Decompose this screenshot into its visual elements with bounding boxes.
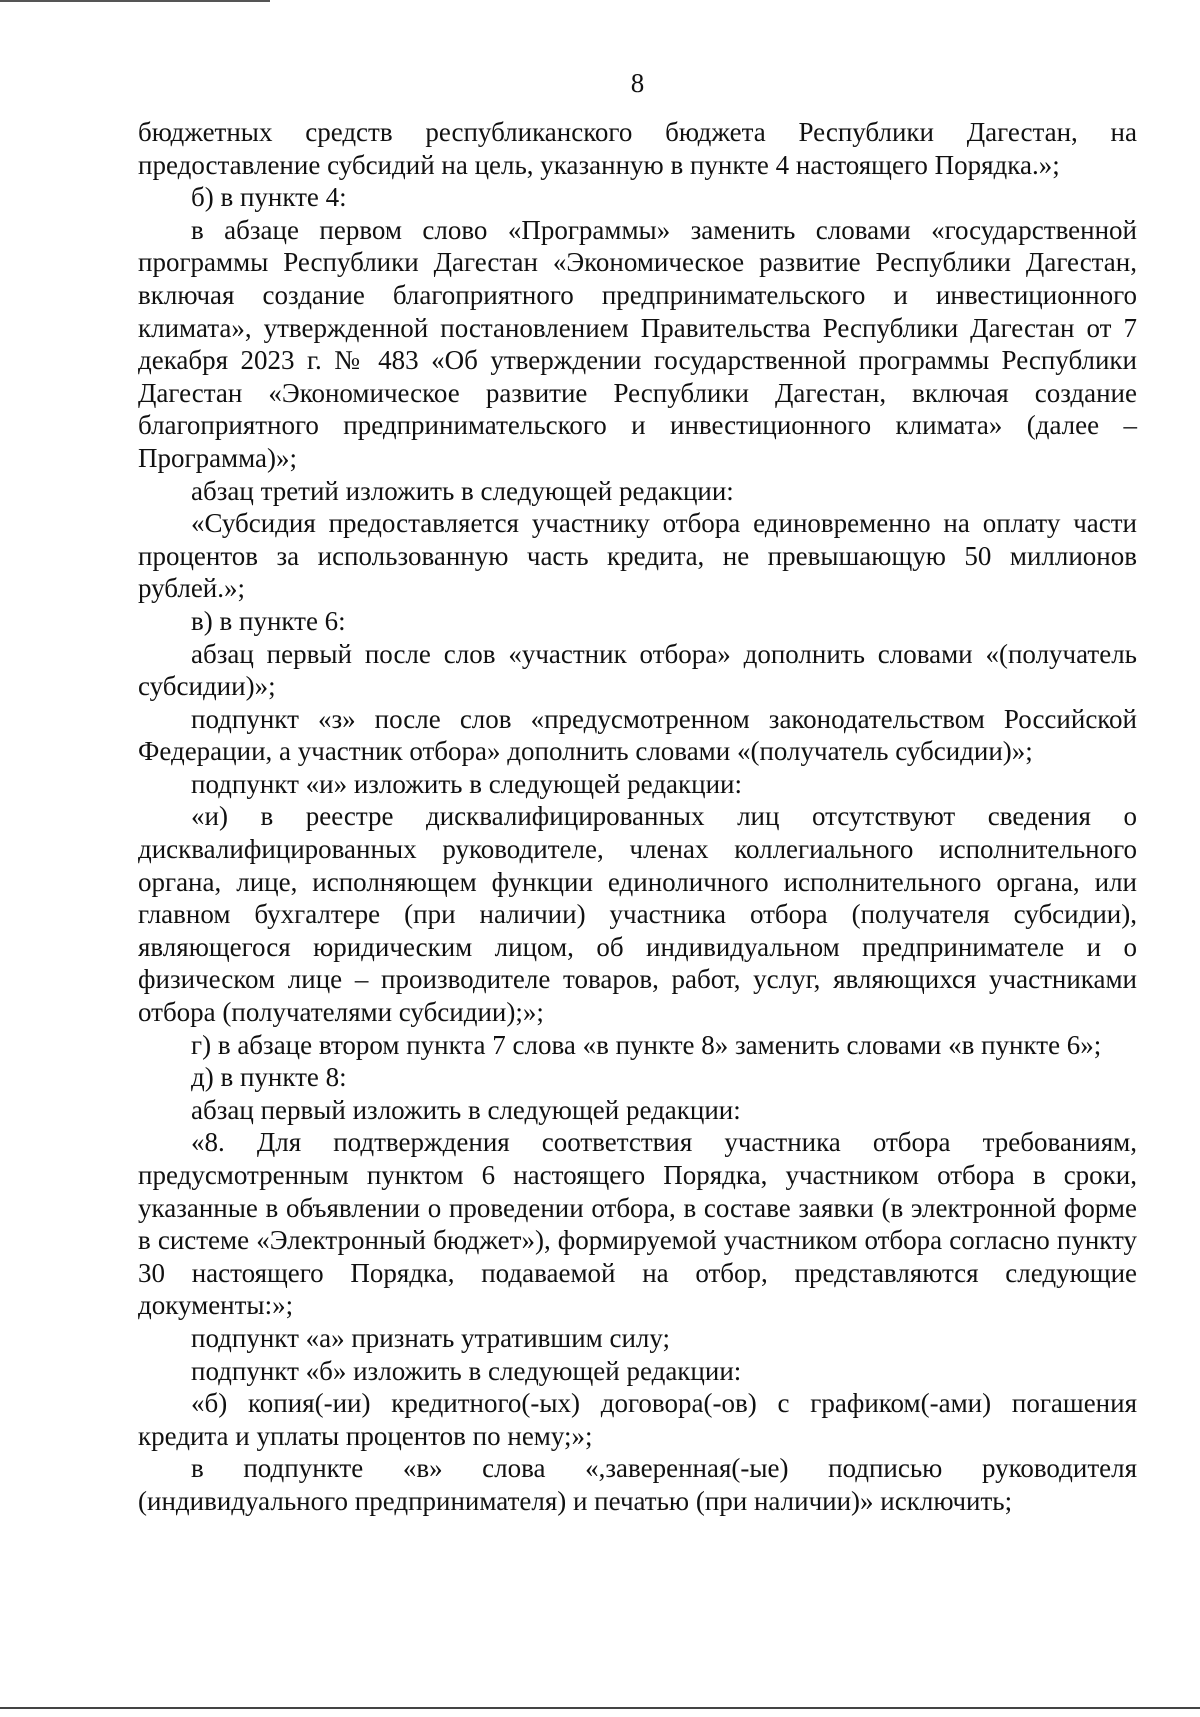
paragraph: абзац первый после слов «участник отбора» дополнить словами «(получатель субсидии)»; [138,638,1137,702]
paragraph: б) в пункте 4: [191,182,347,213]
scan-edge-bottom [0,1707,1200,1709]
paragraph: д) в пункте 8: [191,1062,347,1093]
paragraph: «Субсидия предоставляется участнику отбора единовременно на оплату части процентов за использованную часть кредита, не превышающую 50 миллионов рублей.»; [138,508,1137,604]
paragraph: в) в пункте 6: [191,605,346,636]
paragraph: г) в абзаце втором пункта 7 слова «в пункте 8» заменить словами «в пункте 6»; [191,1029,1102,1060]
paragraph: в абзаце первом слово «Программы» заменить словами «государственной программы Республики Дагестан «Экономическое развитие Республики Дагестан, включая создание благоприятного предпринимательского и инвестиционного климата», утвержденной постановлением Правительства Республики Дагестан от 7 декабря 2023 г. № 483 «Об утверждении государственной программы Республики Дагестан «Экономическое развитие Республики Дагестан, включая создание благоприятного предпринимательского и инвестиционного климата» (далее – Программа)»; [138,214,1137,473]
paragraph: «и) в реестре дисквалифицированных лиц отсутствуют сведения о дисквалифицированных руководителе, членах коллегиального исполнительного органа, лице, исполняющем функции единоличного исполнительного органа, или главном бухгалтере (при наличии) участника отбора (получателя субсидии), являющегося юридическим лицом, об индивидуальном предпринимателе и о физическом лице – производителе товаров, работ, услуг, являющихся участниками отбора (получателями субсидии);»; [138,801,1137,1028]
paragraph: подпункт «и» изложить в следующей редакции: [191,768,742,799]
paragraph: бюджетных средств республиканского бюджета Республики Дагестан, на предоставление субсидий на цель, указанную в пункте 4 настоящего Порядка.»; [138,117,1137,180]
paragraph: «б) копия(-ии) кредитного(-ых) договора(-ов) с графиком(-ами) погашения кредита и уплаты процентов по нему;»; [138,1388,1137,1451]
scan-edge-top [0,0,270,2]
paragraph: абзац третий изложить в следующей редакции: [191,475,734,506]
paragraph: подпункт «а» признать утратившим силу; [191,1322,671,1353]
document-body [138,116,1137,1518]
paragraph: абзац первый изложить в следующей редакции: [191,1094,741,1125]
paragraph: подпункт «б» изложить в следующей редакции: [191,1355,742,1386]
paragraph: подпункт «з» после слов «предусмотренном законодательством Российской Федерации, а участник отбора» дополнить словами «(получатель субсидии)»; [138,703,1137,767]
page-number: 8 [630,68,645,98]
paragraph: «8. Для подтверждения соответствия участника отбора требованиям, предусмотренным пунктом 6 настоящего Порядка, участником отбора в сроки, указанные в объявлении о проведении отбора, в составе заявки (в электронной форме в системе «Электронный бюджет»), формируемой участником отбора согласно пункту 30 настоящего Порядка, подаваемой на отбор, представляются следующие документы:»; [138,1127,1137,1321]
paragraph: в подпункте «в» слова «,заверенная(-ые) подписью руководителя (индивидуального предпринимателя) и печатью (при наличии)» исключить; [138,1453,1137,1516]
